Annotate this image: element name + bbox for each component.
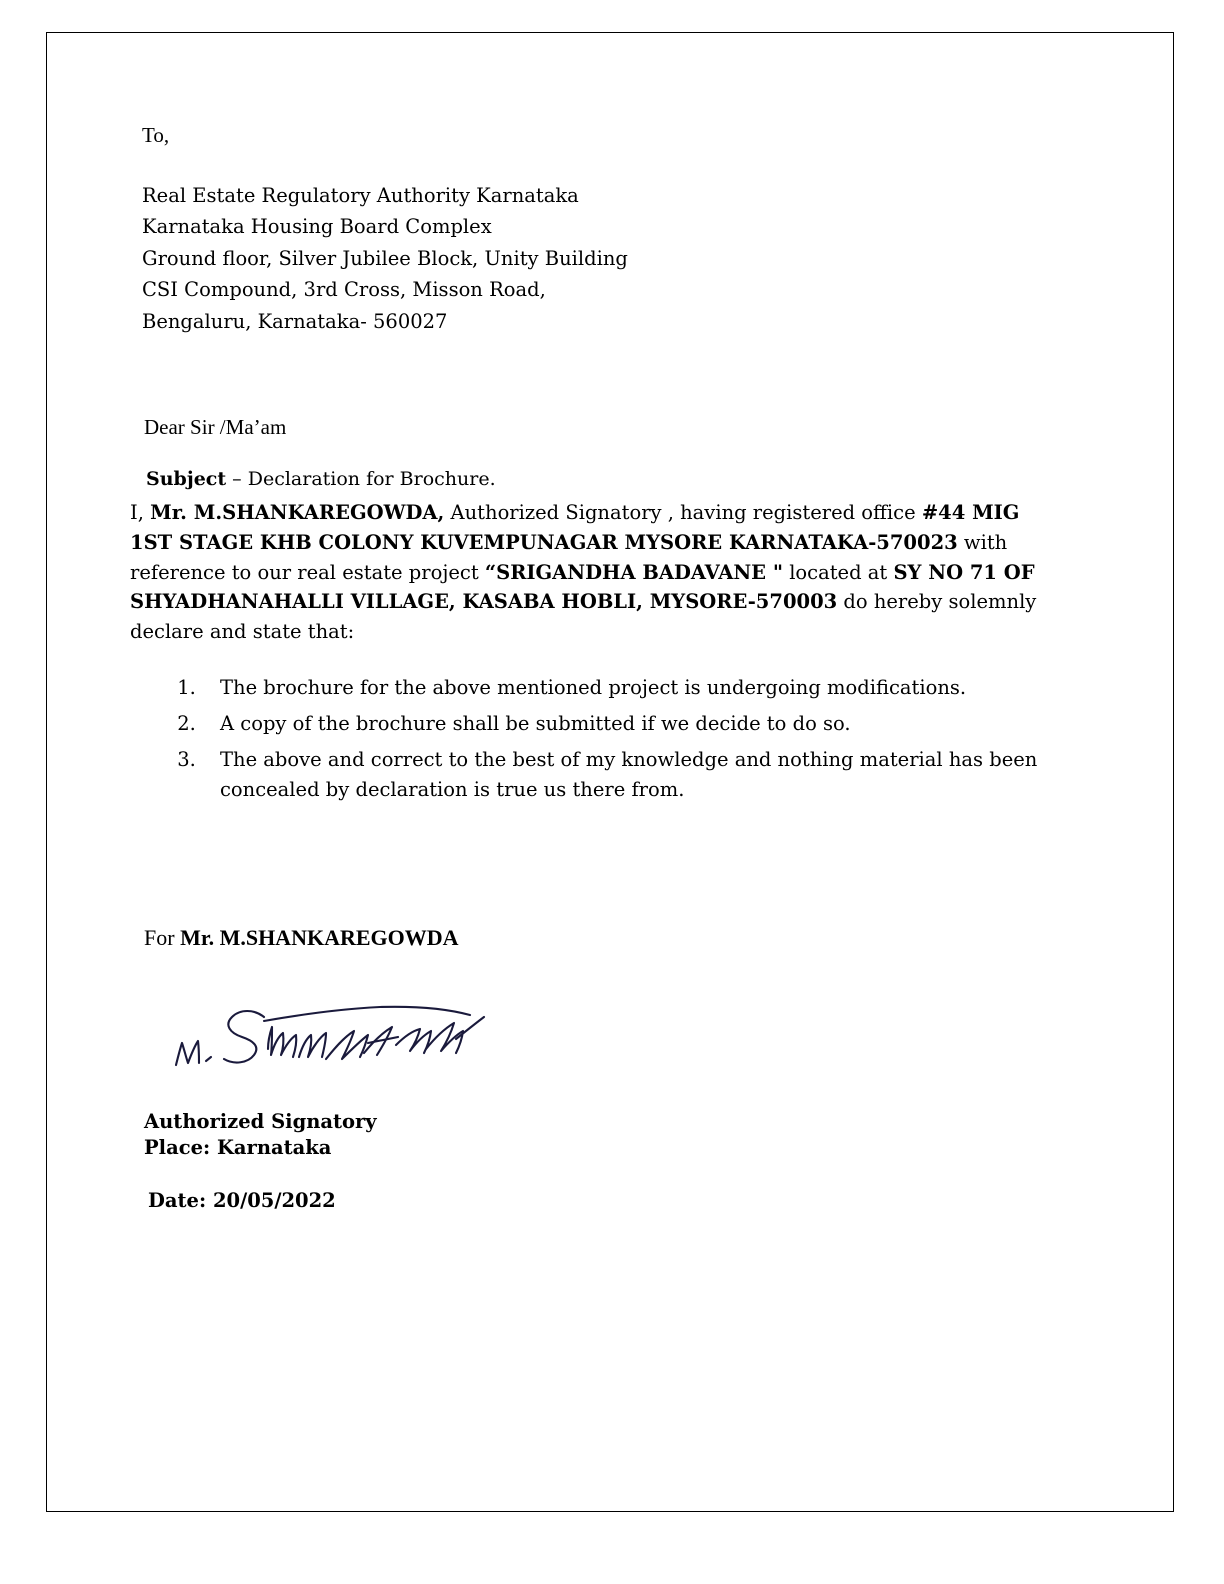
- to-label: To,: [142, 123, 170, 147]
- date-line: Date: 20/05/2022: [148, 1188, 336, 1212]
- for-name: Mr. M.SHANKAREGOWDA: [180, 925, 459, 951]
- address-line: Real Estate Regulatory Authority Karnataka: [142, 183, 579, 207]
- para-seg-1: I,: [130, 501, 151, 525]
- para-seg-9: do hereby solemnly declare and state that:: [130, 590, 1037, 643]
- salutation: Dear Sir /Ma’am: [144, 415, 287, 440]
- subject-line: [130, 468, 1060, 490]
- para-seg-7: located at: [783, 560, 894, 584]
- letter-body: [130, 120, 1060, 1212]
- para-seg-4-office: #44 MIG 1ST STAGE KHB COLONY KUVEMPUNAGAR MYSORE KARNATAKA-570023: [130, 501, 1020, 555]
- list-item: 1. The brochure for the above mentioned project is undergoing modifications.: [202, 673, 1060, 703]
- signoff-title: Authorized Signatory: [144, 1110, 377, 1134]
- recipient-address: [130, 180, 1060, 338]
- list-item: 3. The above and correct to the best of my knowledge and nothing material has been concealed by declaration is true us there from.: [202, 745, 1060, 805]
- address-line: CSI Compound, 3rd Cross, Misson Road,: [142, 278, 546, 302]
- list-item: 2. A copy of the brochure shall be submitted if we decide to do so.: [202, 709, 1060, 739]
- signoff-place: Place: Karnataka: [144, 1136, 332, 1160]
- address-line: Ground floor, Silver Jubilee Block, Unity Building: [142, 246, 628, 270]
- para-seg-5: with reference to our real estate project: [130, 531, 1008, 584]
- para-seg-2-name: Mr. M.SHANKAREGOWDA,: [150, 501, 445, 525]
- signoff-block: [130, 1109, 1060, 1160]
- subject-label: Subject: [146, 468, 227, 491]
- declaration-paragraph: [130, 498, 1060, 646]
- declaration-points-list: [130, 673, 1060, 806]
- address-line: Bengaluru, Karnataka- 560027: [142, 309, 448, 333]
- para-seg-3: Authorized Signatory , having registered office: [444, 501, 922, 525]
- for-prefix: For: [144, 925, 181, 951]
- subject-text: – Declaration for Brochure.: [226, 468, 496, 491]
- para-seg-8-location: SY NO 71 OF SHYADHANAHALLI VILLAGE, KASABA HOBLI, MYSORE-570003: [130, 560, 1035, 614]
- address-line: Karnataka Housing Board Complex: [142, 215, 492, 239]
- signature-block: [130, 987, 1060, 1097]
- signature-image: [168, 987, 488, 1087]
- para-seg-6-project: “SRIGANDHA BADAVANE ": [484, 560, 783, 584]
- for-line: [130, 925, 1060, 951]
